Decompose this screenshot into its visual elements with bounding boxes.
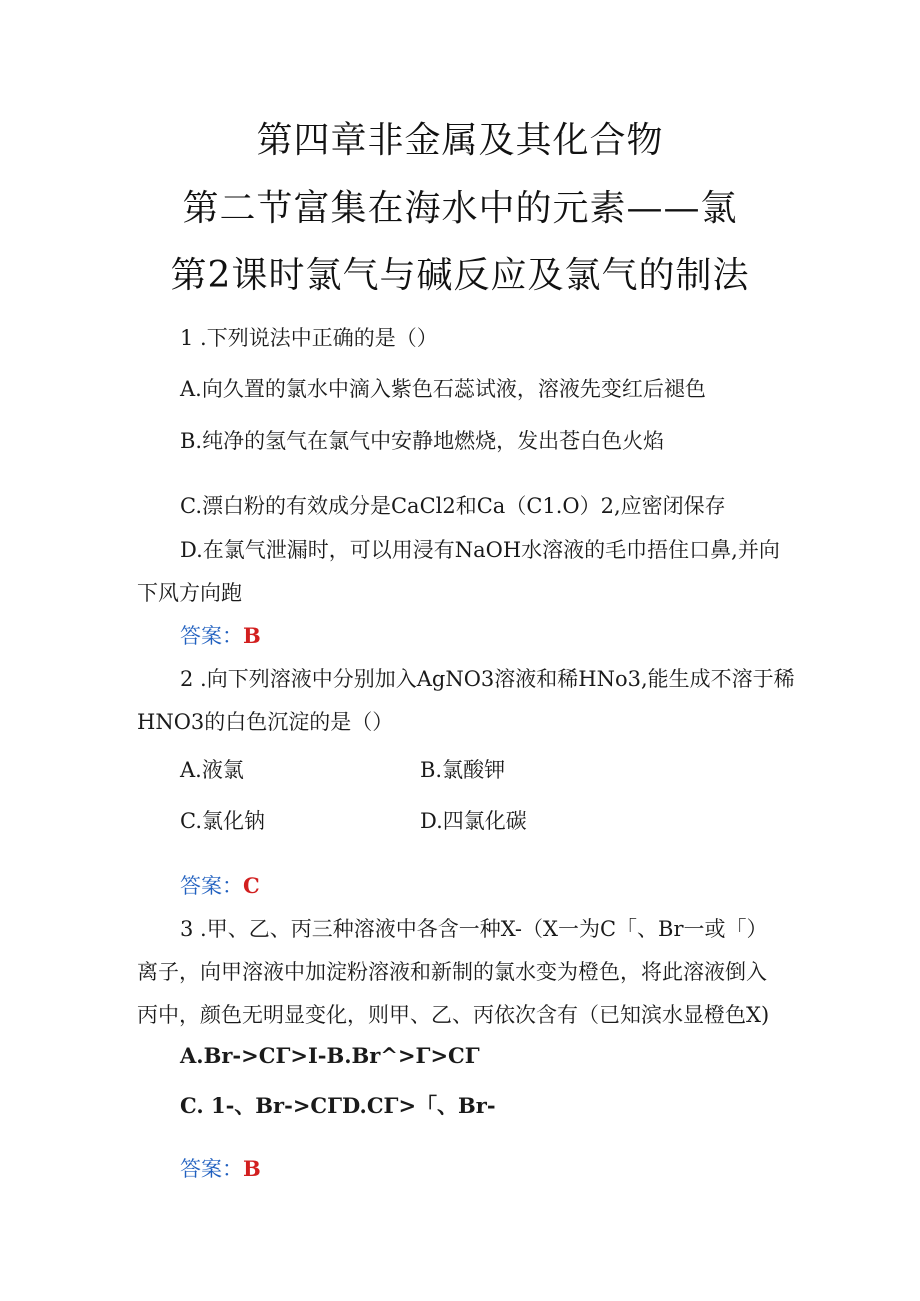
answer-value: C bbox=[243, 873, 260, 898]
lesson-title: 第2课时氯气与碱反应及氯气的制法 bbox=[170, 255, 750, 296]
q3-options-cd: C. 1-、Br->CΓD.CΓ>「、Br- bbox=[180, 1093, 496, 1118]
answer-value: B bbox=[243, 623, 261, 648]
q3-stem: 3 .甲、乙、丙三种溶液中各含一种X-（X一为C「、Br一或「） bbox=[180, 917, 768, 941]
q3-answer bbox=[180, 1153, 261, 1183]
q2-answer bbox=[180, 870, 260, 900]
q1-answer bbox=[180, 620, 261, 650]
q2-option-b: B.氯酸钾 bbox=[420, 758, 506, 782]
q3-options-ab: A.Br->CΓ>I-B.Br^>Γ>CΓ bbox=[180, 1043, 480, 1068]
q1-option-c: C.漂白粉的有效成分是CaCl2和Ca（C1.O）2,应密闭保存 bbox=[180, 494, 726, 518]
q2-option-a: A.液氯 bbox=[180, 758, 244, 782]
q3-stem-cont-2: 丙中，颜色无明显变化，则甲、乙、丙依次含有（已知滨水显橙色X) bbox=[137, 1003, 770, 1027]
q1-stem: 1 .下列说法中正确的是（） bbox=[180, 326, 438, 350]
answer-label: 答案： bbox=[180, 624, 243, 648]
q3-stem-cont-1: 离子，向甲溶液中加淀粉溶液和新制的氯水变为橙色，将此溶液倒入 bbox=[137, 960, 767, 984]
section-title: 第二节富集在海水中的元素——氯 bbox=[182, 188, 738, 229]
answer-value: B bbox=[243, 1156, 261, 1181]
answer-label: 答案： bbox=[180, 874, 243, 898]
q1-option-d-cont: 下风方向跑 bbox=[137, 581, 242, 605]
q2-option-d: D.四氯化碳 bbox=[420, 809, 527, 833]
chapter-title: 第四章非金属及其化合物 bbox=[256, 120, 664, 161]
q1-option-d: D.在氯气泄漏时，可以用浸有NaOH水溶液的毛巾捂住口鼻,并向 bbox=[180, 538, 780, 562]
q2-stem-cont: HNO3的白色沉淀的是（） bbox=[137, 710, 394, 734]
q2-stem: 2 .向下列溶液中分别加入AgNO3溶液和稀HNo3,能生成不溶于稀 bbox=[180, 667, 795, 691]
q1-option-a: A.向久置的氯水中滴入紫色石蕊试液，溶液先变红后褪色 bbox=[180, 377, 706, 401]
q2-option-c: C.氯化钠 bbox=[180, 809, 265, 833]
q1-option-b: B.纯净的氢气在氯气中安静地燃烧，发出苍白色火焰 bbox=[180, 429, 665, 453]
answer-label: 答案： bbox=[180, 1157, 243, 1181]
